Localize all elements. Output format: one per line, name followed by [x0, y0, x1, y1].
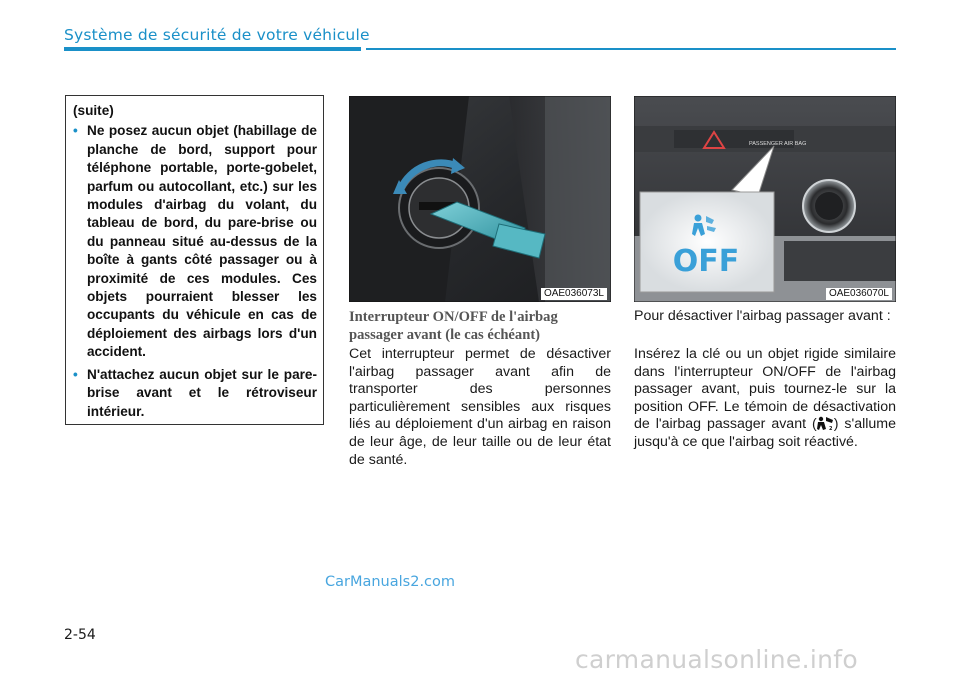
figure-key-switch	[349, 96, 611, 302]
svg-text:2: 2	[828, 426, 833, 432]
airbag-off-icon	[817, 416, 834, 431]
paragraph-text-end: ) s'allume jusqu'à ce que l'airbag soit réactivé.	[634, 416, 896, 450]
key-switch-illustration	[349, 96, 611, 302]
section-title: Système de sécurité de votre véhicule	[64, 26, 370, 44]
paragraph-text: Pour désactiver l'airbag passager avant :	[634, 308, 891, 324]
figure-code: OAE036070L	[826, 288, 892, 300]
paragraph-text-start: Insérez la clé ou un objet rigide similaire dans l'interrupteur ON/OFF de l'airbag passager avant, puis tournez-le sur la position OFF. Le témoin de désactivation de l'airbag passager avant (	[634, 346, 896, 433]
bullet-icon: •	[73, 123, 78, 139]
warning-item-text: N'attachez aucun objet sur le pare-brise avant et le rétroviseur intérieur.	[87, 366, 317, 419]
panel-label-text: PASSENGER AIR BAG	[749, 141, 807, 147]
warning-item-text: Ne posez aucun objet (habillage de planche de bord, support pour téléphone portable, porte-gobelet, parfum ou autocollant, etc.) sur les modules d'airbag du volant, du tableau de bord, du pare-brise ou du panneau situé au-dessus de la boîte à gants côté passager ou à proximité de ces modules. Ces objets pourraient blesser les occupants du véhicule en cas de déploiement des airbags lors d'un accident.	[87, 123, 317, 360]
section-heading: Interrupteur ON/OFF de l'airbag passager avant (le cas échéant)	[349, 309, 558, 343]
watermark-site: CarManuals2.com	[325, 574, 456, 590]
warning-item	[73, 122, 317, 361]
watermark-bottom: carmanualsonline.info	[575, 645, 858, 674]
figure-dashboard-off-indicator	[634, 96, 896, 302]
dashboard-illustration	[634, 96, 896, 302]
paragraph-description	[349, 346, 611, 469]
off-callout-text: OFF	[672, 244, 740, 279]
paragraph-instruction-intro	[634, 308, 896, 326]
header-bar-left	[64, 47, 361, 51]
warning-box	[65, 95, 324, 425]
warning-suite-label: (suite)	[73, 103, 114, 118]
bullet-icon: •	[73, 366, 78, 382]
warning-item	[73, 366, 317, 421]
header-bar-right	[366, 48, 896, 50]
warning-list	[73, 122, 317, 421]
paragraph-instruction-steps	[634, 346, 896, 452]
figure-code: OAE036073L	[541, 288, 607, 300]
paragraph-text: Cet interrupteur permet de désactiver l'airbag passager avant afin de transporter des personnes particulièrement sensibles aux risques liés au déploiement d'un airbag en raison de leur âge, de leur taille ou de leur état de santé.	[349, 346, 611, 468]
page-number: 2-54	[64, 627, 96, 643]
paragraph-text	[634, 346, 896, 452]
